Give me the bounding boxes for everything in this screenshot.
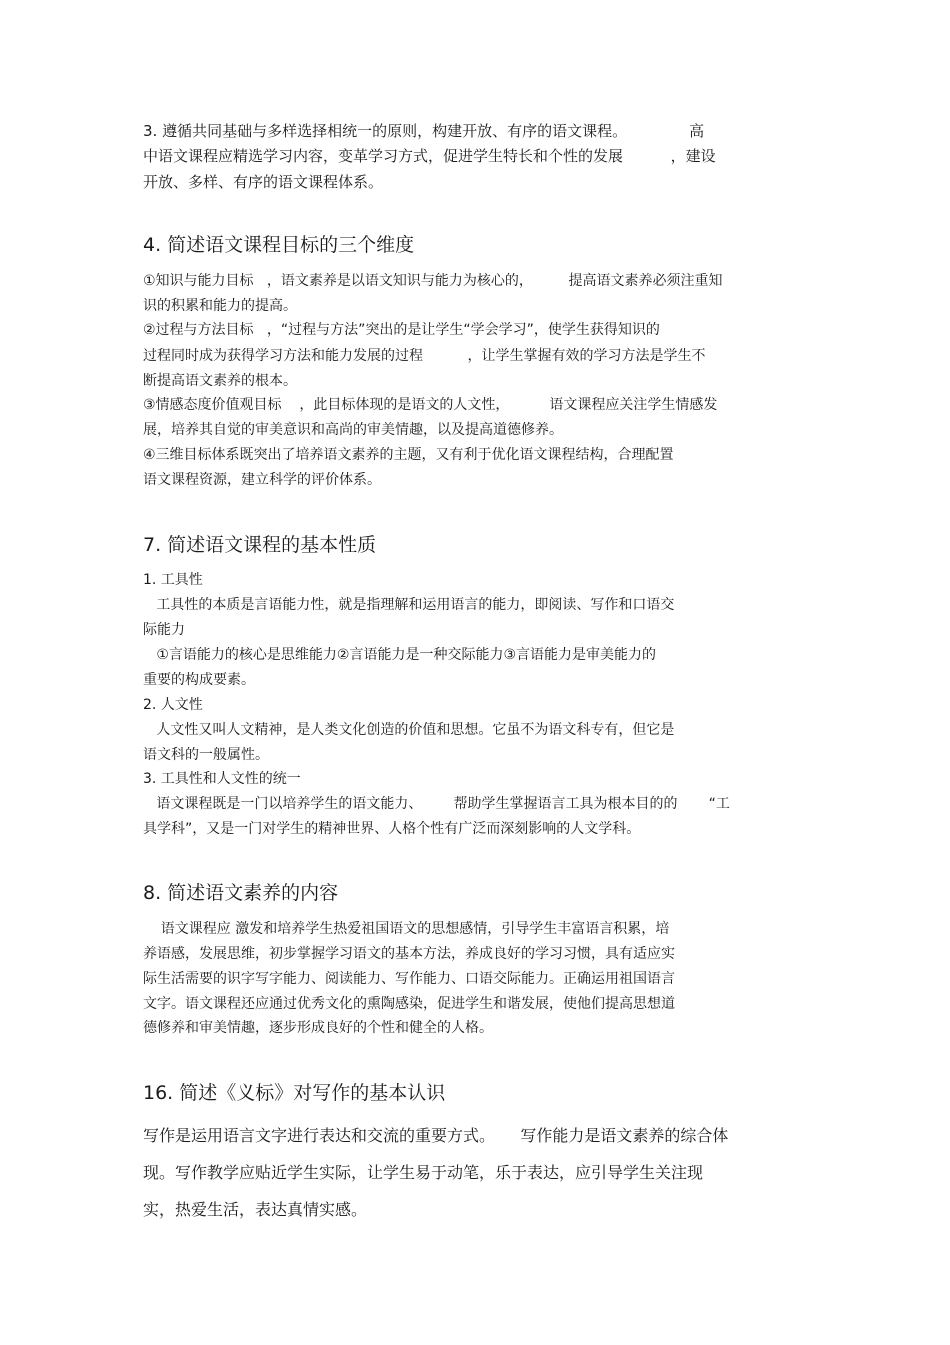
section4-heading: 4. 简述语文课程目标的三个维度 <box>143 234 415 256</box>
section8-line-4: 文字。语文课程还应通过优秀文化的熏陶感染，促进学生和谐发展，使他们提高思想道 <box>143 996 675 1012</box>
section4-line-5: 断提高语文素养的根本。 <box>143 373 297 389</box>
section7-line-11: 具学科”，又是一门对学生的精神世界、人格个性有广泛而深刻影响的人文学科。 <box>143 821 641 837</box>
section8-line-2: 养语感，发展思维，初步掌握学习语文的基本方法，养成良好的学习习惯，具有适应实 <box>143 946 675 962</box>
section16-line-2: 现。写作教学应贴近学生实际，让学生易于动笔，乐于表达，应引导学生关注现 <box>143 1163 704 1182</box>
section8-heading: 8. 简述语文素养的内容 <box>143 882 339 904</box>
section4-line-8: ④三维目标体系既突出了培养语文素养的主题，又有利于优化语文课程结构，合理配置 <box>143 447 674 463</box>
section3-line-1: 3. 遵循共同基础与多样选择相统一的原则，构建开放、有序的语文课程。 高 <box>143 122 705 140</box>
section4-line-2: 识的积累和能力的提高。 <box>143 298 297 314</box>
section7-line-9: 3. 工具性和人文性的统一 <box>143 771 301 787</box>
section7-line-10: 语文课程既是一门以培养学生的语文能力、 帮助学生掌握语言工具为根本目的的 “工 <box>143 796 730 812</box>
section7-line-4: ①言语能力的核心是思维能力②言语能力是一种交际能力③言语能力是审美能力的 <box>143 647 657 663</box>
section4-line-4: 过程同时成为获得学习方法和能力发展的过程 ，让学生掌握有效的学习方法是学生不 <box>143 348 706 364</box>
section7-line-1: 1. 工具性 <box>143 572 203 588</box>
section8-line-1: 语文课程应 激发和培养学生热爱祖国语文的思想感情，引导学生丰富语言积累，培 <box>143 921 670 937</box>
section3-line-2: 中语文课程应精选学习内容，变革学习方式，促进学生特长和个性的发展 ，建设 <box>143 147 716 165</box>
section7-line-7: 人文性又叫人文精神，是人类文化创造的价值和思想。它虽不为语文科专有，但它是 <box>143 722 675 738</box>
section7-line-5: 重要的构成要素。 <box>143 672 255 688</box>
section7-heading: 7. 简述语文课程的基本性质 <box>143 534 377 556</box>
section7-line-6: 2. 人文性 <box>143 697 203 713</box>
section4-line-7: 展，培养其自觉的审美意识和高尚的审美情趣，以及提高道德修养。 <box>143 422 563 438</box>
section8-line-5: 德修养和审美情趣，逐步形成良好的个性和健全的人格。 <box>143 1020 493 1036</box>
section4-line-9: 语文课程资源，建立科学的评价体系。 <box>143 472 381 488</box>
section7-line-8: 语文科的一般属性。 <box>143 747 269 763</box>
section8-line-3: 际生活需要的识字写字能力、阅读能力、写作能力、口语交际能力。正确运用祖国语言 <box>143 971 675 987</box>
section4-line-6: ③情感态度价值观目标 ，此目标体现的是语文的人文性， 语文课程应关注学生情感发 <box>143 397 718 413</box>
section16-heading: 16. 简述《义标》对写作的基本认识 <box>143 1082 446 1104</box>
section4-line-3: ②过程与方法目标 ，“过程与方法”突出的是让学生“学会学习”，使学生获得知识的 <box>143 322 660 338</box>
section3-line-3: 开放、多样、有序的语文课程体系。 <box>143 173 384 191</box>
section7-line-3: 际能力 <box>143 622 185 638</box>
section4-line-1: ①知识与能力目标 ，语文素养是以语文知识与能力为核心的， 提高语文素养必须注重知 <box>143 273 723 289</box>
section7-line-2: 工具性的本质是言语能力性，就是指理解和运用语言的能力，即阅读、写作和口语交 <box>143 597 675 613</box>
section16-line-1: 写作是运用语言文字进行表达和交流的重要方式。 写作能力是语文素养的综合体 <box>143 1126 729 1145</box>
section16-line-3: 实，热爱生活，表达真情实感。 <box>143 1200 368 1219</box>
